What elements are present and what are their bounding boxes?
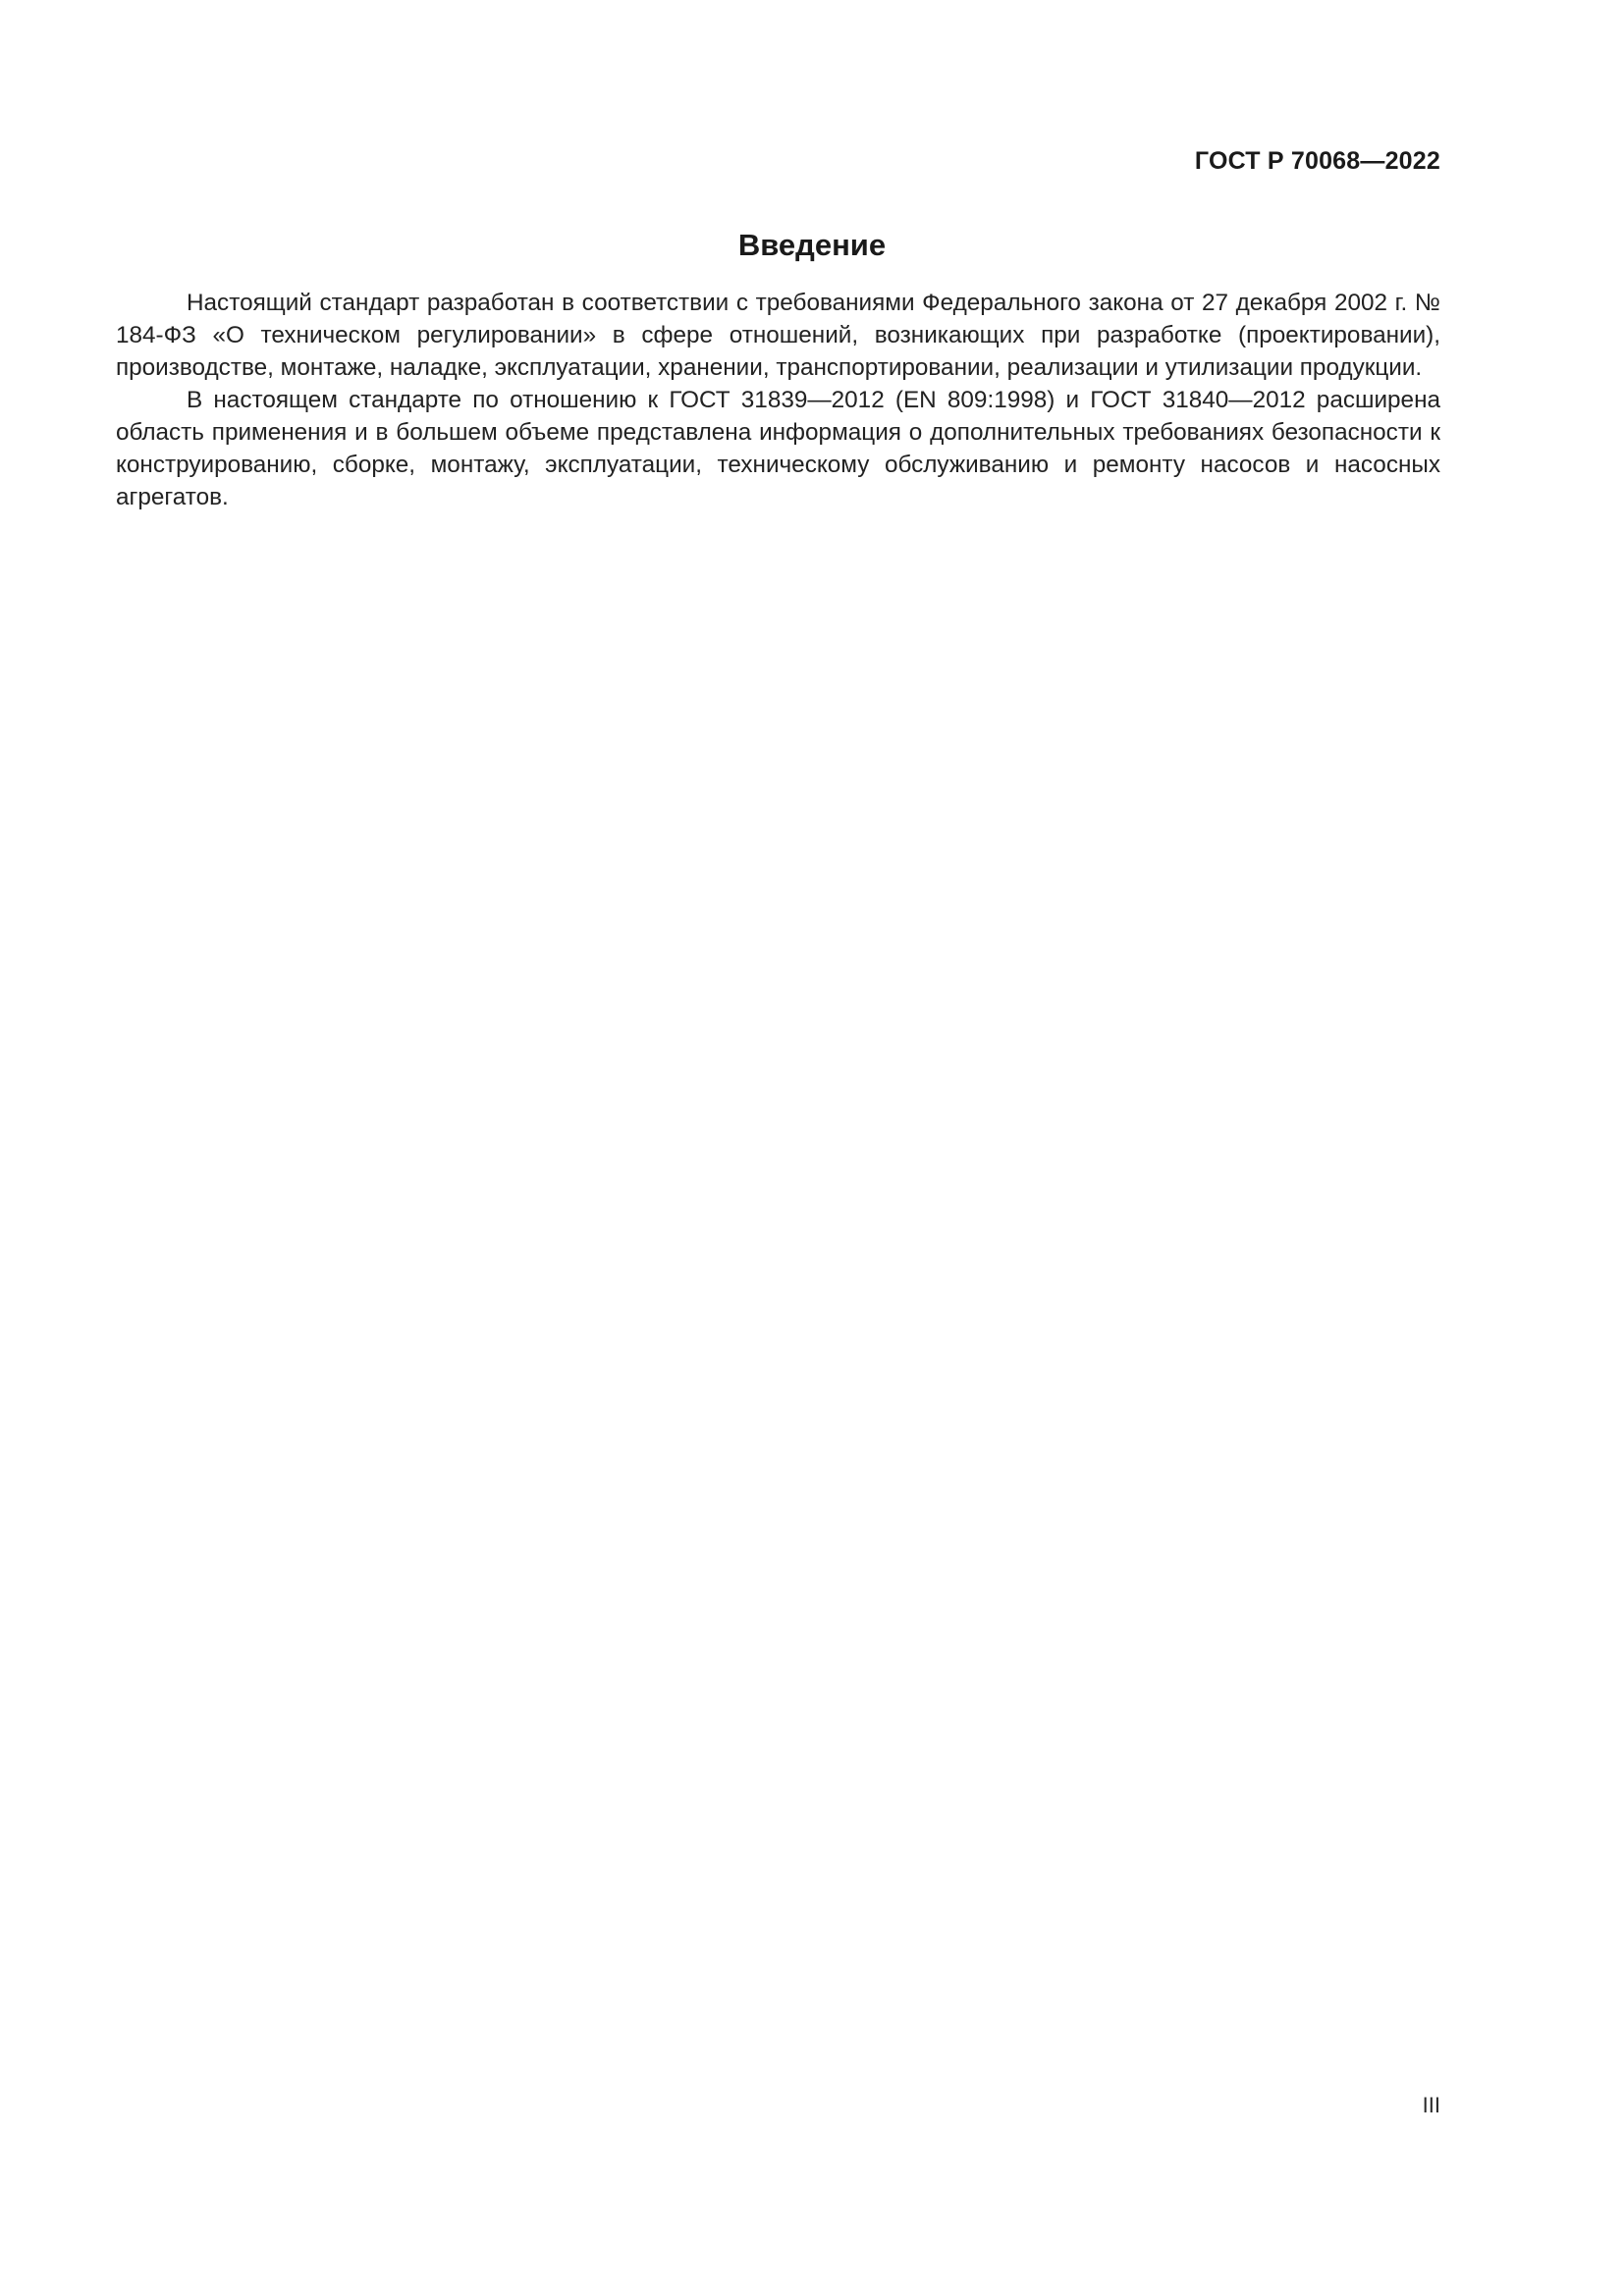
document-code-header: ГОСТ Р 70068—2022 <box>1194 147 1440 175</box>
paragraph: Настоящий стандарт разработан в соответствии с требованиями Федерального закона от 27 декабря 2002 г. № 184-ФЗ «О техническом регулировании» в сфере отношений, возникающих при разработке (проектировании), производстве, монтаже, наладке, эксплуатации, хранении, транспортировании, реализации и утилизации продукции. <box>116 290 1440 381</box>
page-number: III <box>1422 2093 1440 2117</box>
introduction-body <box>116 287 1440 513</box>
section-title: Введение <box>737 228 887 262</box>
paragraph: В настоящем стандарте по отношению к ГОСТ 31839—2012 (EN 809:1998) и ГОСТ 31840—2012 расширена область применения и в большем объеме представлена информация о дополнительных требованиях безопасности к конструированию, сборке, монтажу, эксплуатации, техническому обслуживанию и ремонту насосов и насосных агрегатов. <box>116 387 1440 510</box>
